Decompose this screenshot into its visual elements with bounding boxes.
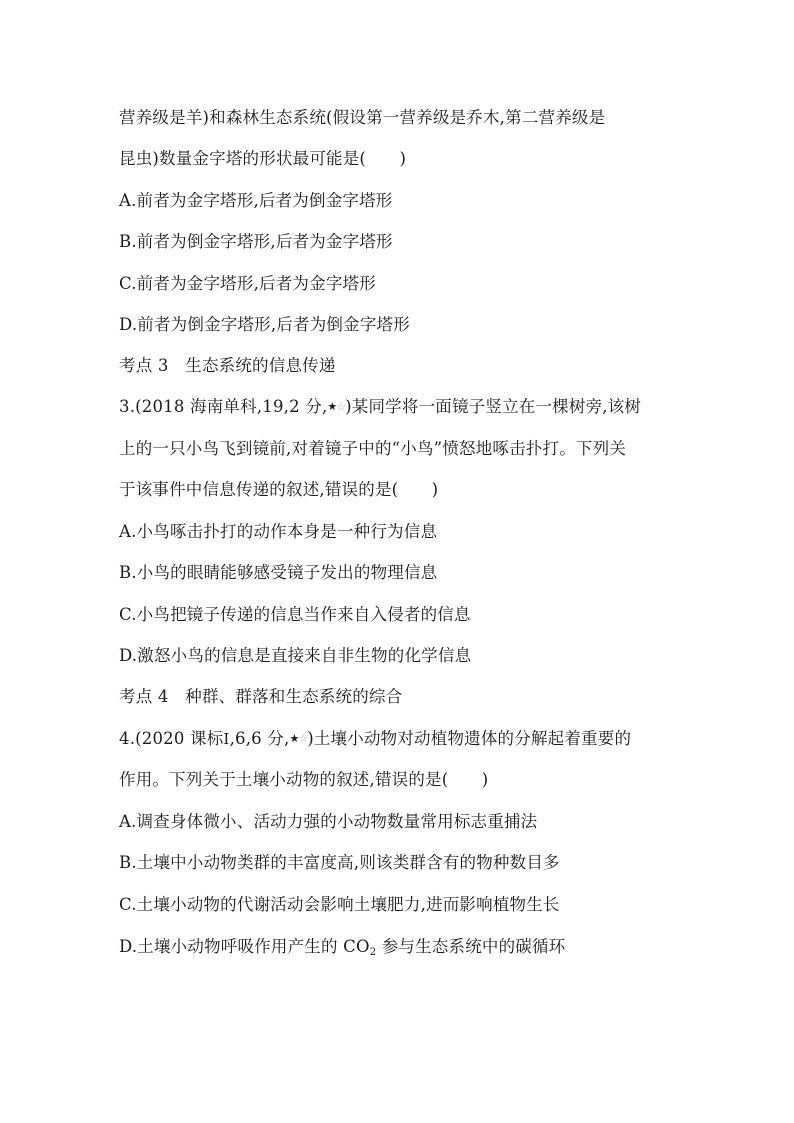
q4-source-mid: ,6,6 分, [229,729,290,748]
q2-option-c: C.前者为金字塔形,后者为金字塔形 [119,274,376,293]
q2-option-d: D.前者为倒金字塔形,后者为倒金字塔形 [119,315,410,334]
q4-option-d [119,936,565,964]
section-3-heading: 考点 3 生态系统的信息传递 [119,356,336,375]
q4-option-d-post: 参与生态系统中的碳循环 [376,937,566,956]
q4-option-a: A.调查身体微小、活动力强的小动物数量常用标志重捕法 [119,812,538,831]
q4-line2: 作用。下列关于土壤小动物的叙述,错误的是( ) [119,770,489,789]
q2-option-b: B.前者为倒金字塔形,后者为金字塔形 [119,232,393,251]
q3-option-b: B.小鸟的眼睛能够感受镜子发出的物理信息 [119,563,438,582]
q3-line3: 于该事件中信息传递的叙述,错误的是( ) [119,480,439,499]
q4-source-post: )土壤小动物对动植物遗体的分解起着重要的 [307,729,632,748]
q3-option-a: A.小鸟啄击扑打的动作本身是一种行为信息 [119,522,438,541]
q4-option-b: B.土壤中小动物类群的丰富度高,则该类群含有的物种数目多 [119,853,560,872]
star-difficulty-icon: ★☆ [327,400,346,413]
q3-source-pre: 3.(2018 海南单科,19,2 分, [119,397,328,416]
q3-option-c: C.小鸟把镜子传递的信息当作来自入侵者的信息 [119,605,471,624]
q3-line2: 上的一只小鸟飞到镜前,对着镜子中的“小鸟”愤怒地啄击扑打。下列关 [119,439,627,458]
q4-line1 [119,728,631,750]
q2-line1: 营养级是羊)和森林生态系统(假设第一营养级是乔木,第二营养级是 [119,108,606,127]
q4-source-pre: 4.(2020 课标 [119,729,224,748]
star-difficulty-icon: ★☆ [289,732,308,745]
q3-line1 [119,396,641,418]
q3-source-post: )某同学将一面镜子竖立在一棵树旁,该树 [345,397,642,416]
section-4-heading: 考点 4 种群、群落和生态系统的综合 [119,687,403,706]
q4-option-c: C.土壤小动物的代谢活动会影响土壤肥力,进而影响植物生长 [119,895,560,914]
q2-option-a: A.前者为金字塔形,后者为倒金字塔形 [119,191,393,210]
q4-option-d-pre: D.土壤小动物呼吸作用产生的 CO [119,937,370,956]
q4-option-d-subscript: 2 [369,947,377,958]
q4-roman-numeral: Ⅰ [223,730,230,748]
q2-line2: 昆虫)数量金字塔的形状最可能是( ) [119,149,407,168]
q3-option-d: D.激怒小鸟的信息是直接来自非生物的化学信息 [119,646,472,665]
